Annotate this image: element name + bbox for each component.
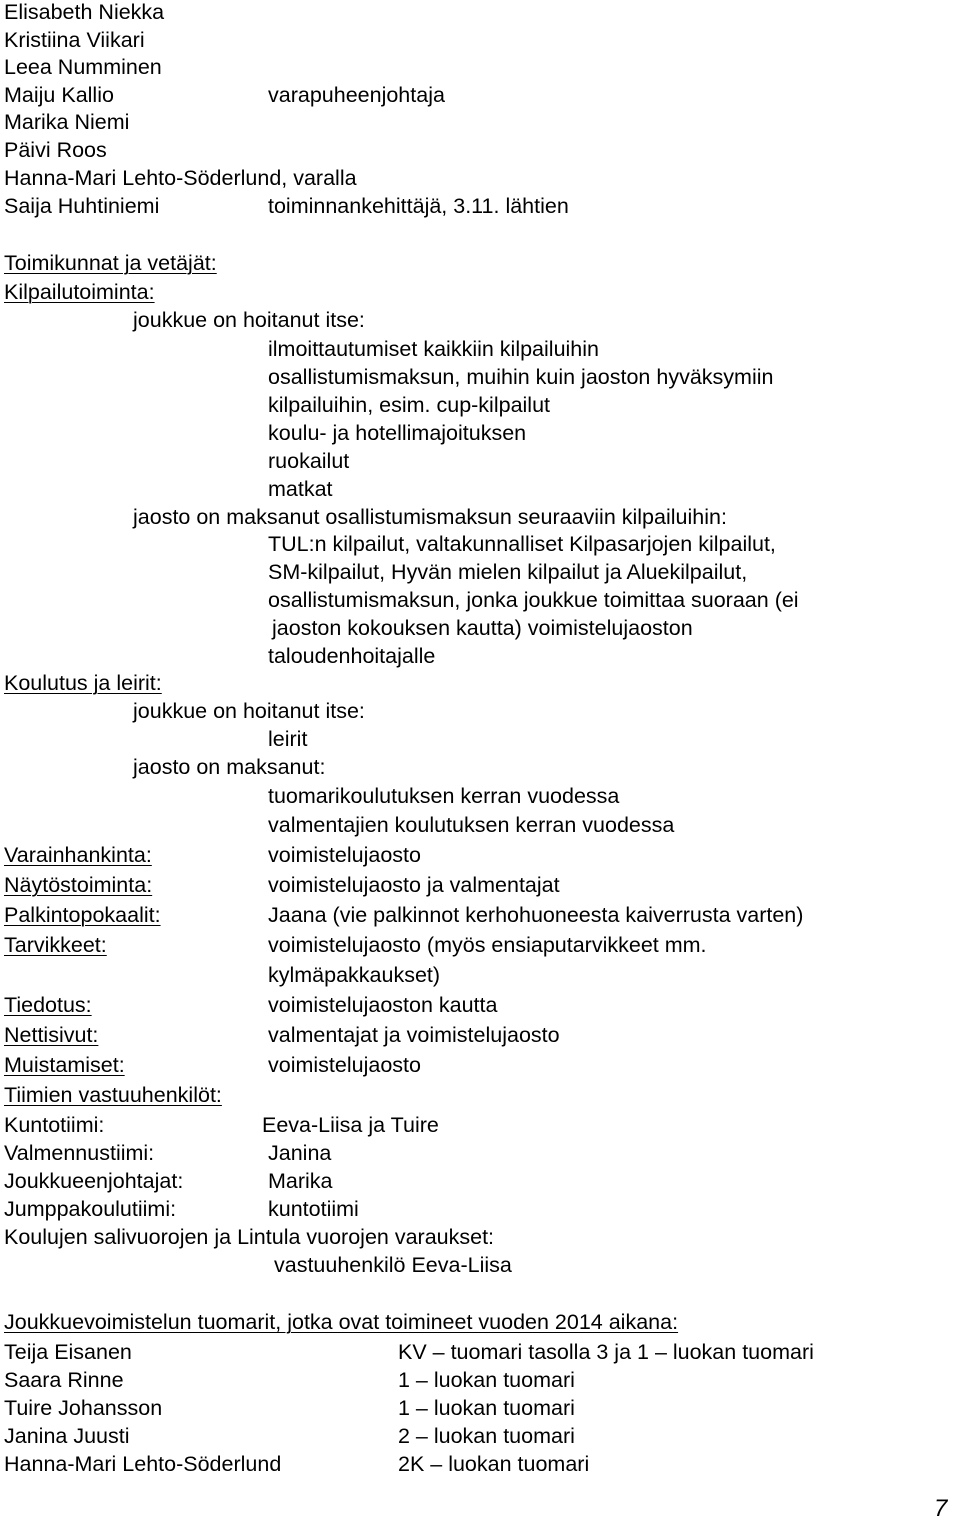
competition-section-item: jaoston kokouksen kautta) voimistelujaoston (272, 616, 693, 640)
member-name: Leea Numminen (4, 55, 162, 79)
competition-team-item: osallistumismaksun, muihin kuin jaoston hyväksymiin (268, 365, 774, 389)
team-value: kuntotiimi (268, 1197, 359, 1221)
training-team-label: joukkue on hoitanut itse: (133, 699, 365, 723)
training-section-item: valmentajien koulutuksen kerran vuodessa (268, 813, 675, 837)
judge-name: Tuire Johansson (4, 1396, 163, 1420)
member-name: Hanna-Mari Lehto-Söderlund, varalla (4, 166, 357, 190)
teams-heading: Tiimien vastuuhenkilöt: (4, 1083, 222, 1107)
competition-section-label: jaosto on maksanut osallistumismaksun seuraaviin kilpailuihin: (133, 505, 727, 529)
judge-level: KV – tuomari tasolla 3 ja 1 – luokan tuomari (398, 1340, 814, 1364)
competition-team-item: matkat (268, 477, 333, 501)
member-name: Saija Huhtiniemi (4, 194, 160, 218)
training-section-item: tuomarikoulutuksen kerran vuodessa (268, 784, 620, 808)
member-name: Elisabeth Niekka (4, 0, 165, 24)
duty-label: Näytöstoiminta: (4, 873, 153, 897)
judge-level: 2 – luokan tuomari (398, 1424, 575, 1448)
reservations-value: vastuuhenkilö Eeva-Liisa (274, 1253, 512, 1277)
competition-label: Kilpailutoiminta: (4, 280, 155, 304)
member-name: Kristiina Viikari (4, 28, 145, 52)
duty-value: voimistelujaosto (myös ensiaputarvikkeet mm. (268, 933, 707, 957)
duty-label: Nettisivut: (4, 1023, 99, 1047)
duty-value: voimistelujaosto ja valmentajat (268, 873, 560, 897)
team-label: Jumppakoulutiimi: (4, 1197, 177, 1221)
judge-level: 1 – luokan tuomari (398, 1396, 575, 1420)
competition-team-item: ruokailut (268, 449, 350, 473)
competition-team-item: kilpailuihin, esim. cup-kilpailut (268, 393, 551, 417)
member-name: Marika Niemi (4, 110, 130, 134)
duty-value: valmentajat ja voimistelujaosto (268, 1023, 560, 1047)
judges-heading: Joukkuevoimistelun tuomarit, jotka ovat toimineet vuoden 2014 aikana: (4, 1310, 679, 1334)
member-role: varapuheenjohtaja (268, 83, 445, 107)
team-value: Eeva-Liisa ja Tuire (262, 1113, 439, 1137)
competition-section-item: osallistumismaksun, jonka joukkue toimittaa suoraan (ei (268, 588, 799, 612)
duty-label: Tiedotus: (4, 993, 92, 1017)
committees-heading: Toimikunnat ja vetäjät: (4, 251, 217, 275)
member-name: Päivi Roos (4, 138, 107, 162)
member-role: toiminnankehittäjä, 3.11. lähtien (268, 194, 569, 218)
training-label: Koulutus ja leirit: (4, 671, 162, 695)
duty-value: voimistelujaosto (268, 1053, 421, 1077)
competition-team-item: ilmoittautumiset kaikkiin kilpailuihin (268, 337, 599, 361)
duty-label: Tarvikkeet: (4, 933, 107, 957)
team-value: Marika (268, 1169, 333, 1193)
duty-value: Jaana (vie palkinnot kerhohuoneesta kaiverrusta varten) (268, 903, 804, 927)
competition-section-item: SM-kilpailut, Hyvän mielen kilpailut ja Aluekilpailut, (268, 560, 748, 584)
team-value: Janina (268, 1141, 332, 1165)
competition-team-label: joukkue on hoitanut itse: (133, 308, 365, 332)
judge-name: Hanna-Mari Lehto-Söderlund (4, 1452, 282, 1476)
duty-label: Muistamiset: (4, 1053, 125, 1077)
duty-value: voimistelujaoston kautta (268, 993, 498, 1017)
judge-name: Janina Juusti (4, 1424, 130, 1448)
duty-value: voimistelujaosto (268, 843, 421, 867)
duty-value-continued: kylmäpakkaukset) (268, 963, 441, 987)
page-number: 7 (934, 1495, 948, 1522)
training-section-label: jaosto on maksanut: (133, 755, 326, 779)
member-name: Maiju Kallio (4, 83, 114, 107)
competition-section-item: TUL:n kilpailut, valtakunnalliset Kilpasarjojen kilpailut, (268, 532, 776, 556)
competition-team-item: koulu- ja hotellimajoituksen (268, 421, 527, 445)
team-label: Valmennustiimi: (4, 1141, 155, 1165)
training-team-item: leirit (268, 727, 308, 751)
duty-label: Varainhankinta: (4, 843, 152, 867)
duty-label: Palkintopokaalit: (4, 903, 161, 927)
judge-level: 1 – luokan tuomari (398, 1368, 575, 1392)
judge-name: Teija Eisanen (4, 1340, 132, 1364)
judge-level: 2K – luokan tuomari (398, 1452, 590, 1476)
competition-section-item: taloudenhoitajalle (268, 644, 436, 668)
reservations-label: Koulujen salivuorojen ja Lintula vuorojen varaukset: (4, 1225, 495, 1249)
judge-name: Saara Rinne (4, 1368, 124, 1392)
team-label: Kuntotiimi: (4, 1113, 105, 1137)
team-label: Joukkueenjohtajat: (4, 1169, 184, 1193)
